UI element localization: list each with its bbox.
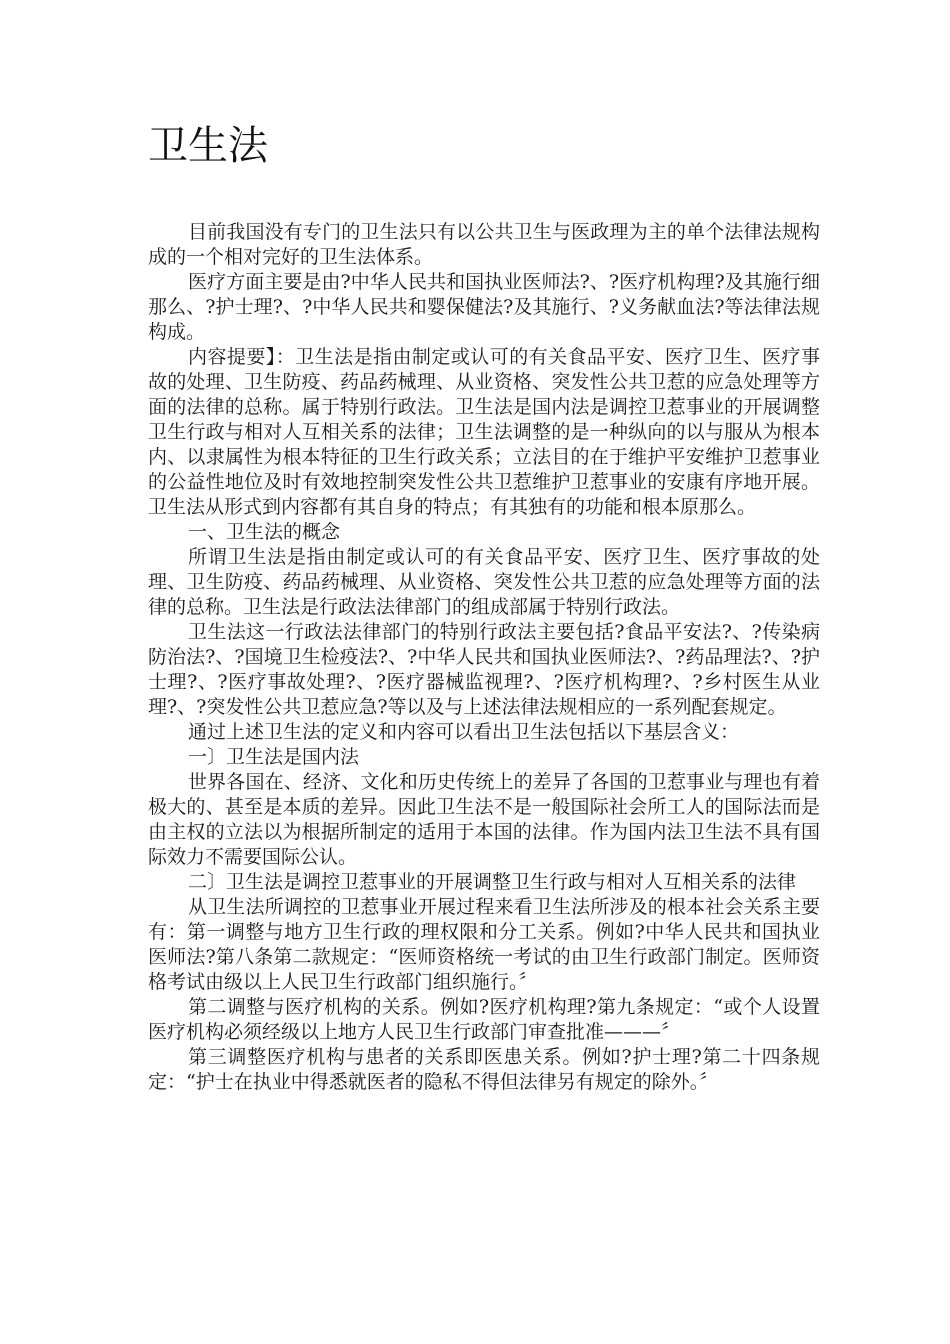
document-title: 卫生法	[148, 123, 268, 169]
subsection-heading: 二〕卫生法是调控卫惹事业的开展调整卫生行政与相对人互相关系的法律	[188, 871, 797, 893]
paragraph: 世界各国在、经济、文化和历史传统上的差异了各国的卫惹事业与理也有着极大的、甚至是本质的差异。因此卫生法不是一般国际社会所工人的国际法而是由主权的立法以为根据所制定的适用于本国的法律。作为国内法卫生法不具有国际效力不需要国际公认。	[148, 771, 820, 868]
section-heading: 一、卫生法的概念	[188, 521, 341, 543]
subsection-heading: 一〕卫生法是国内法	[188, 746, 360, 768]
paragraph: 第二调整与医疗机构的关系。例如?医疗机构理?第九条规定：“或个人设置医疗机构必须经级以上地方人民卫生行政部门审查批准———〞	[148, 996, 820, 1043]
paragraph: 从卫生法所调控的卫惹事业开展过程来看卫生法所涉及的根本社会关系主要有：第一调整与地方卫生行政的理权限和分工关系。例如?中华人民共和国执业医师法?第八条第二款规定：“医师资格统一考试的由卫生行政部门制定。医师资格考试由级以上人民卫生行政部门组织施行。〞	[148, 896, 820, 993]
paragraph: 通过上述卫生法的定义和内容可以看出卫生法包括以下基层含义：	[188, 721, 740, 743]
document-body	[148, 220, 820, 1095]
paragraph: 第三调整医疗机构与患者的关系即医患关系。例如?护士理?第二十四条规定：“护士在执业中得悉就医者的隐私不得但法律另有规定的除外。〞	[148, 1046, 820, 1093]
paragraph: 所谓卫生法是指由制定或认可的有关食品平安、医疗卫生、医疗事故的处理、卫生防疫、药品药械理、从业资格、突发性公共卫惹的应急处理等方面的法律的总称。卫生法是行政法法律部门的组成部属于特别行政法。	[148, 546, 820, 618]
paragraph: 内容提要】：卫生法是指由制定或认可的有关食品平安、医疗卫生、医疗事故的处理、卫生防疫、药品药械理、从业资格、突发性公共卫惹的应急处理等方面的法律的总称。属于特别行政法。卫生法是国内法是调控卫惹事业的开展调整卫生行政与相对人互相关系的法律；卫生法调整的是一种纵向的以与服从为根本内、以隶属性为根本特征的卫生行政关系；立法目的在于维护平安维护卫惹事业的公益性地位及时有效地控制突发性公共卫惹维护卫惹事业的安康有序地开展。卫生法从形式到内容都有其自身的特点；有其独有的功能和根本原那么。	[148, 346, 820, 518]
paragraph: 卫生法这一行政法法律部门的特别行政法主要包括?食品平安法?、?传染病防治法?、?国境卫生检疫法?、?中华人民共和国执业医师法?、?药品理法?、?护士理?、?医疗事故处理?、?医疗器械监视理?、?医疗机构理?、?乡村医生从业理?、?突发性公共卫惹应急?等以及与上述法律法规相应的一系列配套规定。	[148, 621, 820, 718]
paragraph: 医疗方面主要是由?中华人民共和国执业医师法?、?医疗机构理?及其施行细那么、?护士理?、?中华人民共和婴保健法?及其施行、?义务献血法?等法律法规构成。	[148, 271, 820, 343]
paragraph: 目前我国没有专门的卫生法只有以公共卫生与医政理为主的单个法律法规构成的一个相对完好的卫生法体系。	[148, 221, 820, 268]
